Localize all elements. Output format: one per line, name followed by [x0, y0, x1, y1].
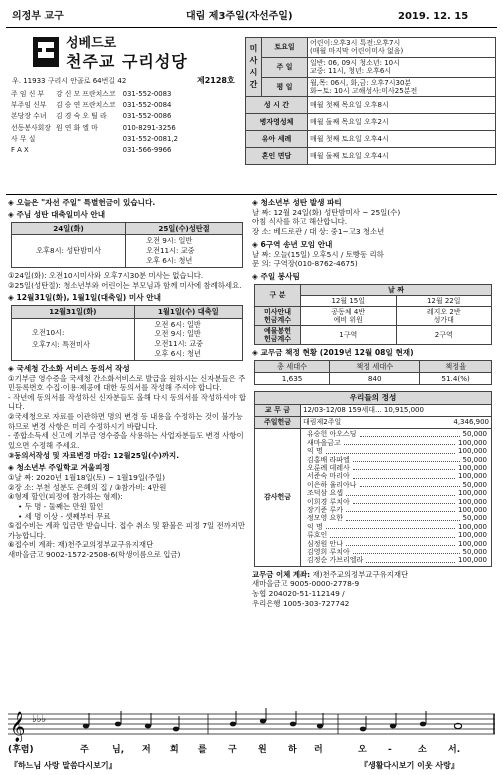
svg-text:𝄞: 𝄞	[10, 712, 26, 742]
thanks-item	[307, 430, 487, 438]
staff-table	[10, 89, 179, 156]
th: 구 분	[255, 284, 301, 306]
thanks-item	[307, 523, 487, 531]
notice-youth-party: ◈ 청소년부 성탄 발생 파티	[252, 198, 342, 207]
row-label: 예물봉헌 헌금계수	[255, 325, 301, 344]
th: 책정율	[420, 360, 492, 372]
donor-name: 조덕삼 요셉	[307, 489, 344, 498]
para: ①기부금 영수증을 국세청 간소화서비스로 발급을 원하시는 신자분들은 주민등록번호 수집·이용·제공에 대한 동의서를 작성해 주셔야 합니다.	[8, 373, 246, 393]
christmas-mass-table	[11, 222, 243, 268]
para: 문 의: 구역장(010-8762-4675)	[252, 259, 358, 269]
th: 책정 세대수	[330, 360, 420, 372]
lyric-syllable: 구	[228, 744, 237, 755]
para: ②장 소: 부천 성분도 은혜의 집 / ③참가비: 4만원	[8, 482, 167, 492]
donor-name: 유승헌 아오스딩	[307, 430, 357, 439]
extra-value: 매월 첫째 토요일 오후4시	[308, 131, 496, 148]
extra-value: 매월 둘째 목요일 오후2시	[308, 114, 496, 131]
td: 레지오 2반 성가대	[396, 306, 492, 325]
leader-dots	[353, 464, 455, 470]
leader-dots	[353, 456, 460, 462]
thanks-item	[307, 472, 487, 480]
line: 오전10시:	[32, 328, 65, 338]
lyric-syllable: 서.	[448, 744, 461, 755]
offering-title: 우리들의 정성	[255, 392, 492, 405]
leader-dots	[346, 540, 455, 546]
para: ④형제 할인(피정에 참가하는 형제):	[8, 492, 123, 502]
mass-day: 주 일	[262, 57, 308, 77]
para: ②국세청으로 자료를 이관하면 명의 변경 등 내용을 수정하는 것이 불가능하므로 변경 사항은 미리 수정하시기 바랍니다.	[8, 412, 243, 431]
staff-tel: 031-552-0081,2	[122, 134, 178, 143]
para: • 세 명 이상 - 셋째부터 무료	[18, 511, 111, 521]
account-info	[252, 570, 496, 608]
row-label: 감사헌금	[255, 429, 301, 567]
row-label: 주일헌금	[255, 417, 301, 429]
leader-dots	[366, 556, 455, 562]
issue-number: 제2128호	[197, 76, 235, 85]
svg-text:♭♭♭: ♭♭♭	[32, 714, 47, 725]
lyric-syllable: 러	[314, 744, 323, 755]
donor-name: 익 명	[307, 522, 323, 531]
line: 우리은행 1005-303-727742	[252, 598, 350, 608]
service-team-table	[254, 284, 492, 345]
para: 날 짜: 12월 24일(화) 성탄밤미사 ~ 25일(수)	[252, 207, 401, 217]
td	[301, 417, 492, 429]
donor-name: 장기준 루카	[307, 505, 344, 514]
donation-amount: 100,000	[458, 489, 487, 498]
lyric-syllable: 희	[170, 744, 179, 755]
mass-day: 평 일	[262, 77, 308, 97]
notice-service-team: ◈ 주일 봉사팀	[252, 271, 300, 281]
lyric-syllable: 주	[80, 744, 89, 755]
para: ⑥접수비 계좌: 재)천주교의정부교구유지재단	[8, 540, 154, 550]
para: ①24일(화): 오전10시미사와 오후7시30분 미사는 없습니다.	[8, 271, 204, 281]
donation-amount: 50,000	[462, 514, 487, 523]
para: 장 소: 베드로관 / 대 상: 중1~고3 청소년	[252, 227, 385, 237]
sunday-amount: 4,346,900	[453, 418, 489, 427]
extra-key: 병자영성체	[246, 114, 308, 131]
lyric-syllable: 오	[358, 744, 367, 755]
notice-district6: ◈ 6구역 송년 모임 안내	[252, 239, 333, 249]
donation-amount: 100,000	[458, 447, 487, 456]
donor-name: 오룬례 데레사	[307, 463, 350, 472]
td: 1,635	[255, 372, 330, 384]
donation-amount: 100,000	[458, 531, 487, 540]
music-staff	[8, 708, 495, 758]
leader-dots	[326, 523, 455, 529]
donor-name: 김홍배 라파엘	[307, 455, 350, 464]
donation-amount: 100,000	[458, 539, 487, 548]
mass-time: 어린이:오후3시 특전:오후7시 (매월 마지막 어린이미사 없음)	[308, 38, 496, 58]
notice-charity: ◈ 오늘은 "자선 주일" 특별헌금이 있습니다.	[8, 198, 156, 207]
thanks-item	[307, 447, 487, 455]
left-column	[8, 198, 246, 560]
line: 오전 6시: 일반	[154, 319, 201, 329]
para: ③동의서작성 및 자료변경 마감: 12월25일(수)까지.	[8, 450, 180, 460]
td: 51.4(%)	[420, 372, 492, 384]
donor-name: 김정순 가브리엘라	[307, 556, 364, 565]
donation-amount: 50,000	[462, 430, 487, 439]
line: 오후7시: 특전미사	[32, 340, 90, 350]
leader-dots	[346, 489, 455, 495]
td	[126, 235, 243, 268]
donation-amount: 50,000	[462, 480, 487, 489]
notice-tax: ◈ 국세청 간소화 서비스 동의서 작성	[8, 363, 130, 373]
donation-amount: 100,000	[458, 463, 487, 472]
leader-dots	[326, 447, 455, 453]
offering-table	[254, 391, 492, 567]
th: 날 짜	[301, 284, 492, 295]
staff-bapt: 프란치스코	[82, 90, 116, 98]
staff-row	[10, 111, 179, 122]
logo-line2: 천주교 구리성당	[66, 52, 188, 71]
th: 12월 22일	[396, 295, 492, 306]
mass-time: 월,목: 06시, 화,금: 오후7시30분 화~토: 10시 고해성사:미사25분전	[308, 77, 496, 97]
row-label: 교 무 금	[255, 405, 301, 417]
line: 농협 204020-51-112149 /	[252, 589, 345, 599]
td	[134, 318, 242, 360]
leader-dots	[330, 531, 455, 537]
leader-dots	[360, 430, 460, 436]
donation-amount: 50,000	[462, 548, 487, 557]
line: 오후 6시: 청년	[154, 348, 201, 358]
lyric-syllable: 하	[288, 744, 297, 755]
staff-role: 주 임 신 부	[11, 90, 45, 98]
lyric-syllable: 님,	[112, 744, 125, 755]
line: 오전 9시: 일반	[146, 236, 193, 246]
donor-name: 서준숙 마리아	[307, 472, 350, 481]
line: 오후 6시: 청년	[146, 256, 193, 266]
staff-tel: 010-8291-3256	[122, 123, 176, 132]
staff-name: 원 연 화	[55, 123, 81, 132]
donation-amount: 100,000	[458, 505, 487, 514]
staff-name	[52, 145, 81, 156]
line: 새마을금고 9005-0000-2778-9	[252, 579, 360, 589]
td: 1구역	[301, 325, 397, 344]
parish-logo	[33, 37, 61, 67]
staff-row	[10, 123, 179, 134]
td: 12/03-12/08 159세대... 10,915,000	[301, 405, 492, 417]
thanks-item	[307, 456, 487, 464]
extra-value: 매월 첫째 목요일 오후8시	[308, 97, 496, 114]
para: ②25일(성탄절): 청소년부와 어린이는 부모님과 함께 미사에 참례하세요.	[8, 280, 242, 290]
staff-tel: 031-552-0086	[122, 112, 172, 121]
staff-bapt	[81, 134, 116, 145]
staff-role: 본당장 수녀	[11, 112, 47, 121]
th: 25일(수)성탄절	[126, 222, 243, 234]
mass-time-table	[245, 37, 496, 165]
newyear-mass-table	[11, 305, 243, 361]
donation-amount: 100,000	[458, 472, 487, 481]
lyric-syllable: 소	[418, 744, 427, 755]
thanks-item	[307, 514, 487, 522]
para: ①날 짜: 2020년 1월18일(토) ~ 1월19일(주일)	[8, 473, 166, 483]
thanks-item	[307, 540, 487, 548]
staff-row	[10, 145, 179, 156]
donor-name: 이은하 율리아나	[307, 480, 357, 489]
line: 오전 9시: 일반	[154, 329, 201, 339]
thanks-item	[307, 556, 487, 564]
donor-name: 김영희 루치아	[307, 548, 350, 557]
leader-dots	[353, 548, 460, 554]
thanks-item	[307, 481, 487, 489]
notice-retreat: ◈ 청소년부 주일학교 겨울피정	[8, 463, 110, 473]
staff-tel: 031-552-0084	[122, 101, 172, 110]
header-rule	[6, 27, 497, 28]
thanks-list	[301, 429, 492, 567]
staff-role: 사 무 실	[11, 134, 36, 143]
lyric-syllable: (후렴)	[8, 744, 34, 755]
address: 우. 11933 구리시 안골로 64번길 42	[12, 77, 127, 85]
extra-key: 유아 세례	[246, 131, 308, 148]
leader-dots	[360, 481, 460, 487]
top-section-rule	[6, 194, 497, 195]
extra-key: 혼인 면담	[246, 148, 308, 165]
sunday-label: 대림제2주일	[303, 418, 342, 427]
th: 24일(화)	[12, 222, 126, 234]
thanks-item	[307, 531, 487, 539]
lyric-syllable: 원	[258, 744, 267, 755]
hymn-lyrics	[8, 745, 495, 759]
mass-day: 토요일	[262, 38, 308, 58]
lyric-syllable: -	[388, 744, 392, 755]
dues-table	[254, 360, 492, 386]
bulletin-date: 2019. 12. 15	[398, 11, 469, 22]
extra-key: 성 시 간	[246, 97, 308, 114]
staff-row	[10, 134, 179, 145]
staff-name: 김 경 숙	[55, 112, 81, 121]
lyric-syllable: 저	[142, 744, 151, 755]
donation-amount: 100,000	[458, 438, 487, 447]
staff-bapt: 엘 마	[82, 123, 98, 132]
donor-name: 새마을금고	[307, 438, 341, 447]
td	[12, 318, 135, 360]
donation-amount: 100,000	[458, 497, 487, 506]
donor-name: 류호인	[307, 531, 328, 540]
footer-left: 『하느님 사랑 말씀다시보기』	[10, 761, 117, 770]
staff-row	[10, 100, 179, 111]
logo-line1: 성베드로	[66, 36, 117, 51]
line: 오전11시: 교중	[154, 339, 204, 349]
leader-dots	[346, 506, 455, 512]
staff-role: 선동봉사회장	[11, 123, 51, 132]
para: - 종합소득세 신고에 기부금 영수증을 사용하는 사업자분들도 변경 사항이 있으면 수정해 주세요.	[8, 431, 244, 450]
staff-name	[52, 134, 81, 145]
donor-name: 정모영 요한	[307, 514, 344, 523]
donor-name: 익 명	[307, 447, 323, 456]
para: - 작년에 동의서를 작성하신 신자분들도 올해 다시 동의서를 작성하셔야 합니다.	[8, 392, 246, 412]
donation-amount: 50,000	[462, 455, 487, 464]
leader-dots	[344, 439, 455, 445]
th: 12월 15일	[301, 295, 397, 306]
staff-name: 김 승 연	[55, 101, 81, 110]
para: • 두 명 - 둘째는 만원 할인	[18, 501, 104, 511]
notice-newyear: ◈ 12월31일(화), 1월1일(대축일) 미사 안내	[8, 293, 161, 303]
staff-row	[10, 89, 179, 100]
donation-amount: 100,000	[458, 556, 487, 565]
staff-role: F A X	[11, 146, 29, 155]
row-label: 미사안내 헌금계수	[255, 306, 301, 325]
td: 840	[330, 372, 420, 384]
donor-name: 이희경 루치아	[307, 497, 350, 506]
acct-label: 교무금 이체 계좌:	[252, 569, 311, 579]
staff-tel: 031-552-0083	[122, 90, 172, 98]
th: 총 세대수	[255, 360, 330, 372]
staff-bapt: 오 틸 라	[82, 112, 107, 121]
leader-dots	[346, 514, 459, 520]
lyric-syllable: 를	[198, 744, 207, 755]
footer-right: 『생활다시보기 이웃 사랑』	[360, 761, 459, 770]
line: 오전11시: 교중	[146, 246, 195, 256]
acct-org: 재)천주교의정부교구유지재단	[312, 569, 409, 579]
td: 공동체 4반 예비 위원	[301, 306, 397, 325]
para: 새마을금고 9002-1572-2508-6(학생이름으로 입금)	[8, 550, 181, 560]
th: 1월1일(수) 대축일	[134, 306, 242, 318]
parish-name: 의정부 교구	[12, 11, 64, 22]
staff-name: 강 신 모	[55, 90, 81, 98]
mass-time: 일반: 06, 09시 청소년: 10시 교중: 11시, 청년: 오후6시	[308, 57, 496, 77]
donor-name: 심정원 안나	[307, 539, 344, 548]
extra-value: 매월 둘째 토요일 오후4시	[308, 148, 496, 165]
para: 아침 식사를 하고 해산합니다.	[252, 217, 348, 227]
donation-amount: 100,000	[458, 522, 487, 531]
notice-dues: ◈ 교무금 책정 현황 (2019년 12월 08일 현재)	[252, 347, 414, 357]
leader-dots	[353, 472, 455, 478]
thanks-item	[307, 498, 487, 506]
mass-side-label: 미 사 시 간	[249, 44, 258, 90]
th: 12월31일(화)	[12, 306, 135, 318]
line	[252, 570, 496, 580]
notice-christmas: ◈ 주님 성탄 대축일미사 안내	[8, 209, 106, 219]
td: 오후8시: 성탄밤미사	[12, 235, 126, 268]
staff-role: 부주임 신부	[11, 101, 47, 110]
staff-bapt: 프란치스코	[82, 101, 116, 110]
right-column	[252, 198, 496, 608]
sunday-title: 대림 제3주일(자선주일)	[186, 11, 293, 22]
thanks-item	[307, 439, 487, 447]
para: 날 짜: 오늘(15일) 오후5시 / 토빵동 리하	[252, 249, 384, 259]
td: 2구역	[396, 325, 492, 344]
leader-dots	[353, 498, 455, 504]
staff-bapt	[81, 145, 116, 156]
thanks-item	[307, 489, 487, 497]
para: ⑤접수비는 계좌 입금만 받습니다. 접수 취소 및 환불은 피정 7일 전까지만 가능합니다.	[8, 521, 246, 540]
mass-times-header	[246, 38, 262, 97]
staff-tel: 031-566-9966	[122, 146, 172, 155]
